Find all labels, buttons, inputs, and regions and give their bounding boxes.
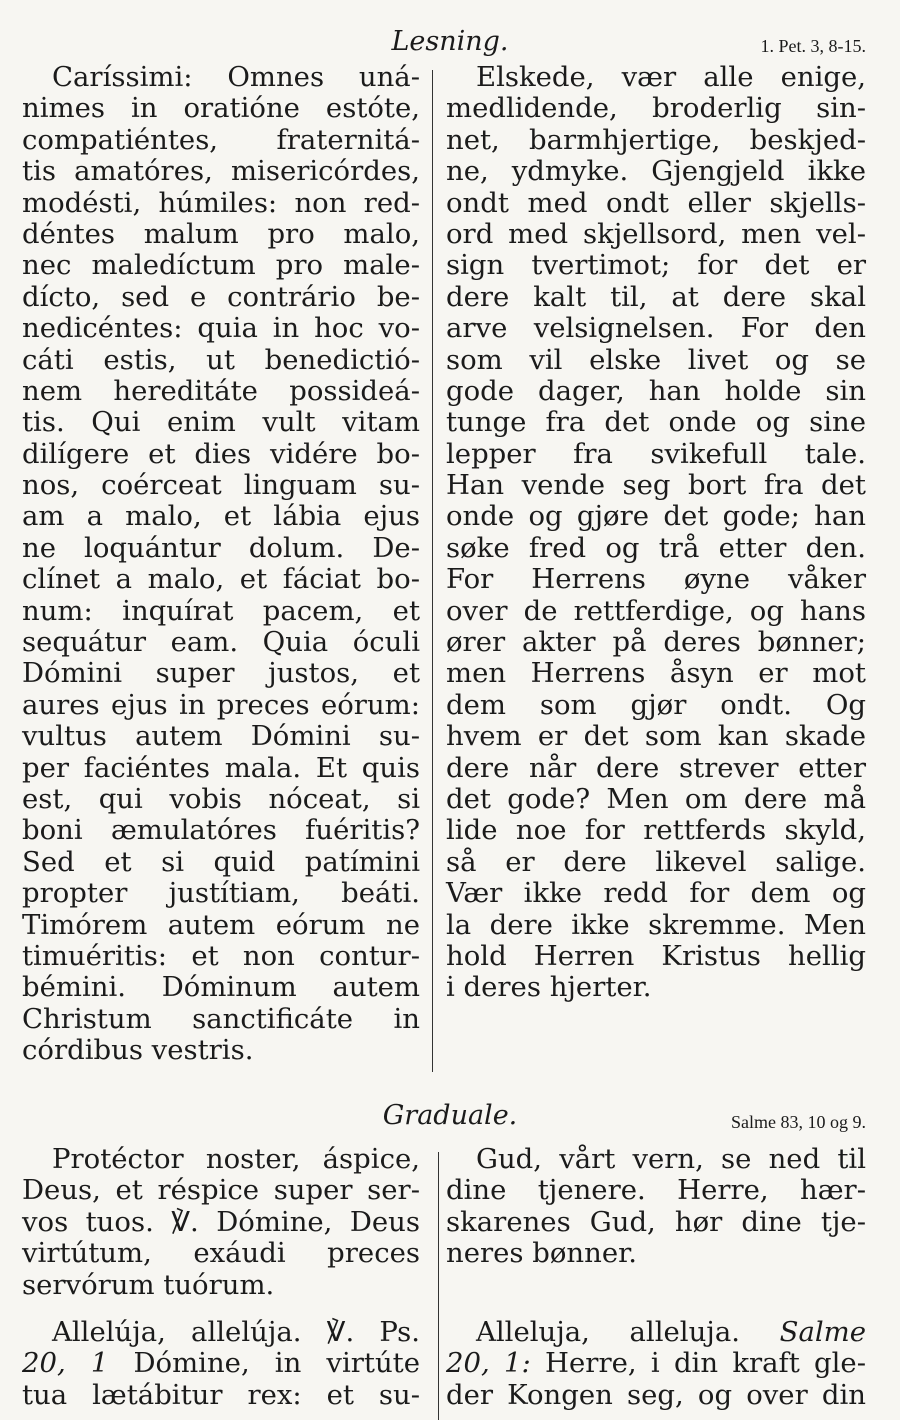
- graduale-latin-column: [22, 1144, 420, 1411]
- lesning-norwegian-line: la dere ikke skremme. Men: [446, 908, 866, 941]
- lesning-norwegian-line: men Herrens åsyn er mot: [446, 657, 866, 690]
- lesning-norwegian-line: dere kalt til, at dere skal: [446, 280, 866, 313]
- graduale-latin-line: vos tuos. ℣. Dómine, Deus: [22, 1205, 420, 1238]
- lesning-norwegian-line: dere når dere strever etter: [446, 751, 866, 784]
- lesning-norwegian-line: ondt med ondt eller skjells-: [446, 186, 866, 219]
- lesning-norwegian-line: tunge fra det onde og sine: [446, 406, 866, 439]
- graduale-latin-line: servórum tuórum.: [22, 1268, 275, 1301]
- lesning-latin-line: clínet a malo, et fáciat bo-: [22, 563, 420, 596]
- lesning-latin-line: dilígere et dies vidére bo-: [22, 437, 420, 470]
- lesning-latin-line: am a malo, et lábia ejus: [22, 500, 420, 533]
- graduale-latin-line: virtútum, exáudi preces: [22, 1237, 420, 1270]
- graduale-norwegian-line: skarenes Gud, hør dine tje-: [446, 1205, 866, 1238]
- lesning-norwegian-column: [446, 62, 866, 1004]
- lesning-latin-line: propter justítiam, beáti.: [22, 877, 420, 910]
- lesning-norwegian-line: ord med skjellsord, men vel-: [446, 217, 866, 250]
- graduale-norwegian-line: Gud, vårt vern, se ned til: [476, 1143, 866, 1175]
- lesning-norwegian-line: i deres hjerter.: [446, 971, 652, 1004]
- graduale-title: Graduale.: [382, 1100, 518, 1131]
- alleluia-latin-text: Dómine, in virtúte: [108, 1347, 420, 1380]
- lesning-reference: 1. Pet. 3, 8-15.: [760, 36, 866, 56]
- lesning-latin-line: nos, coérceat linguam su-: [22, 469, 420, 502]
- lesning-latin-column: [22, 62, 420, 1067]
- lesning-norwegian-line: medlidende, broderlig sin-: [446, 92, 866, 125]
- lesning-latin-line: nimes in oratióne estóte,: [22, 92, 420, 125]
- lesning-norwegian-line: net, barmhjertige, beskjed-: [446, 123, 866, 156]
- graduale-header: [0, 1100, 900, 1144]
- lesning-latin-line: sequátur eam. Quia óculi: [22, 626, 420, 659]
- salme-ref: 20, 1:: [446, 1347, 531, 1380]
- lesning-latin-line: Timórem autem eórum ne: [22, 908, 420, 941]
- lesning-norwegian-line: ører akter på deres bønner;: [446, 626, 866, 659]
- lesning-norwegian-line: lide noe for rettferds skyld,: [446, 814, 866, 847]
- alleluia-latin-line-2: [22, 1348, 420, 1379]
- lesning-latin-line: Christum sanctificáte in: [22, 1002, 420, 1035]
- lesning-title: Lesning.: [391, 26, 509, 57]
- alleluia-latin-line-3: tua lætábitur rex: et su-: [22, 1378, 420, 1411]
- lesning-latin-line: córdibus vestris.: [22, 1034, 254, 1067]
- alleluia-norwegian-line-3: der Kongen seg, og over din: [446, 1378, 866, 1411]
- lesning-latin-line: nec maledíctum pro male-: [22, 249, 420, 282]
- lesning-norwegian-line: arve velsignelsen. For den: [446, 312, 866, 345]
- psalm-ref: 20, 1: [22, 1347, 109, 1380]
- lesning-latin-line: per faciéntes mala. Et quis: [22, 751, 420, 784]
- graduale-norwegian-line: neres bønner.: [446, 1237, 637, 1270]
- graduale-latin-line: Protéctor noster, áspice,: [52, 1143, 420, 1175]
- lesning-latin-line: Dómini super justos, et: [22, 657, 420, 690]
- graduale-norwegian-column: [446, 1144, 866, 1411]
- lesning-norwegian-line: gode dager, han holde sin: [446, 374, 866, 407]
- lesning-latin-line: num: inquírat pacem, et: [22, 594, 420, 627]
- lesning-latin-line: Sed et si quid patímini: [22, 845, 420, 878]
- lesning-norwegian-line: sign tvertimot; for det er: [446, 249, 866, 282]
- lesning-norwegian-line: over de rettferdige, og hans: [446, 594, 866, 627]
- lesning-norwegian-line: søke fred og trå etter den.: [446, 531, 866, 564]
- alleluia-norwegian-line-1: [446, 1317, 866, 1348]
- lesning-norwegian-line: For Herrens øyne våker: [446, 563, 866, 596]
- lesning-norwegian-line: Vær ikke redd for dem og: [446, 877, 866, 910]
- lesning-latin-line: boni æmulatóres fuéritis?: [22, 814, 420, 847]
- alleluia-norwegian-text-2: Herre, i din kraft gle-: [530, 1347, 867, 1380]
- lesning-norwegian-line: Han vende seg bort fra det: [446, 469, 866, 502]
- lesning-norwegian-line: onde og gjøre det gode; han: [446, 500, 866, 533]
- lesning-norwegian-line: hold Herren Kristus hellig: [446, 939, 866, 972]
- lesning-latin-line: modésti, húmiles: non red-: [22, 186, 420, 219]
- lesning-latin-line: vultus autem Dómini su-: [22, 720, 420, 753]
- lesning-latin-line: dícto, sed e contrário be-: [22, 280, 420, 313]
- alleluia-norwegian-line-2: [446, 1348, 866, 1379]
- column-divider: [432, 70, 433, 1072]
- lesning-latin-line: cáti estis, ut benedictió-: [22, 343, 420, 376]
- lesning-latin-line: est, qui vobis nóceat, si: [22, 782, 420, 815]
- lesning-norwegian-line: ne, ydmyke. Gjengjeld ikke: [446, 155, 866, 188]
- lesning-norwegian-line: som vil elske livet og se: [446, 343, 866, 376]
- lesning-latin-line: Caríssimi: Omnes uná-: [52, 61, 420, 93]
- lesning-latin-line: ne loquántur dolum. De-: [22, 531, 420, 564]
- lesning-norwegian-line: hvem er det som kan skade: [446, 720, 866, 753]
- lesning-latin-line: timuéritis: et non contur-: [22, 939, 420, 972]
- alleluia-norwegian-text: Alleluja, alleluja.: [476, 1315, 780, 1348]
- lesning-latin-line: déntes malum pro malo,: [22, 217, 420, 250]
- lesning-norwegian-line: Elskede, vær alle enige,: [476, 61, 866, 93]
- alleluia-latin-line-1: Allelúja, allelúja. ℣. Ps.: [52, 1315, 420, 1348]
- lesning-latin-line: compatiéntes, fraternitá-: [22, 123, 420, 156]
- lesning-latin-line: tis. Qui enim vult vitam: [22, 406, 420, 439]
- salme-label: Salme: [779, 1315, 866, 1348]
- lesning-latin-line: nedicéntes: quia in hoc vo-: [22, 312, 420, 345]
- graduale-latin-line: Deus, et réspice super ser-: [22, 1174, 420, 1207]
- graduale-reference: Salme 83, 10 og 9.: [731, 1112, 866, 1132]
- lesning-latin-line: nem hereditáte possideá-: [22, 374, 420, 407]
- lesning-latin-line: aures ejus in preces eórum:: [22, 688, 420, 721]
- graduale-norwegian-line: dine tjenere. Herre, hær-: [446, 1174, 866, 1207]
- lesning-norwegian-line: det gode? Men om dere må: [446, 782, 866, 815]
- lesning-norwegian-line: lepper fra svikefull tale.: [446, 437, 866, 470]
- lesning-latin-line: tis amatóres, misericórdes,: [22, 155, 420, 188]
- column-divider-graduale: [438, 1152, 439, 1420]
- lesning-latin-line: bémini. Dóminum autem: [22, 971, 420, 1004]
- lesning-norwegian-line: så er dere likevel salige.: [446, 845, 866, 878]
- lesning-norwegian-line: dem som gjør ondt. Og: [446, 688, 866, 721]
